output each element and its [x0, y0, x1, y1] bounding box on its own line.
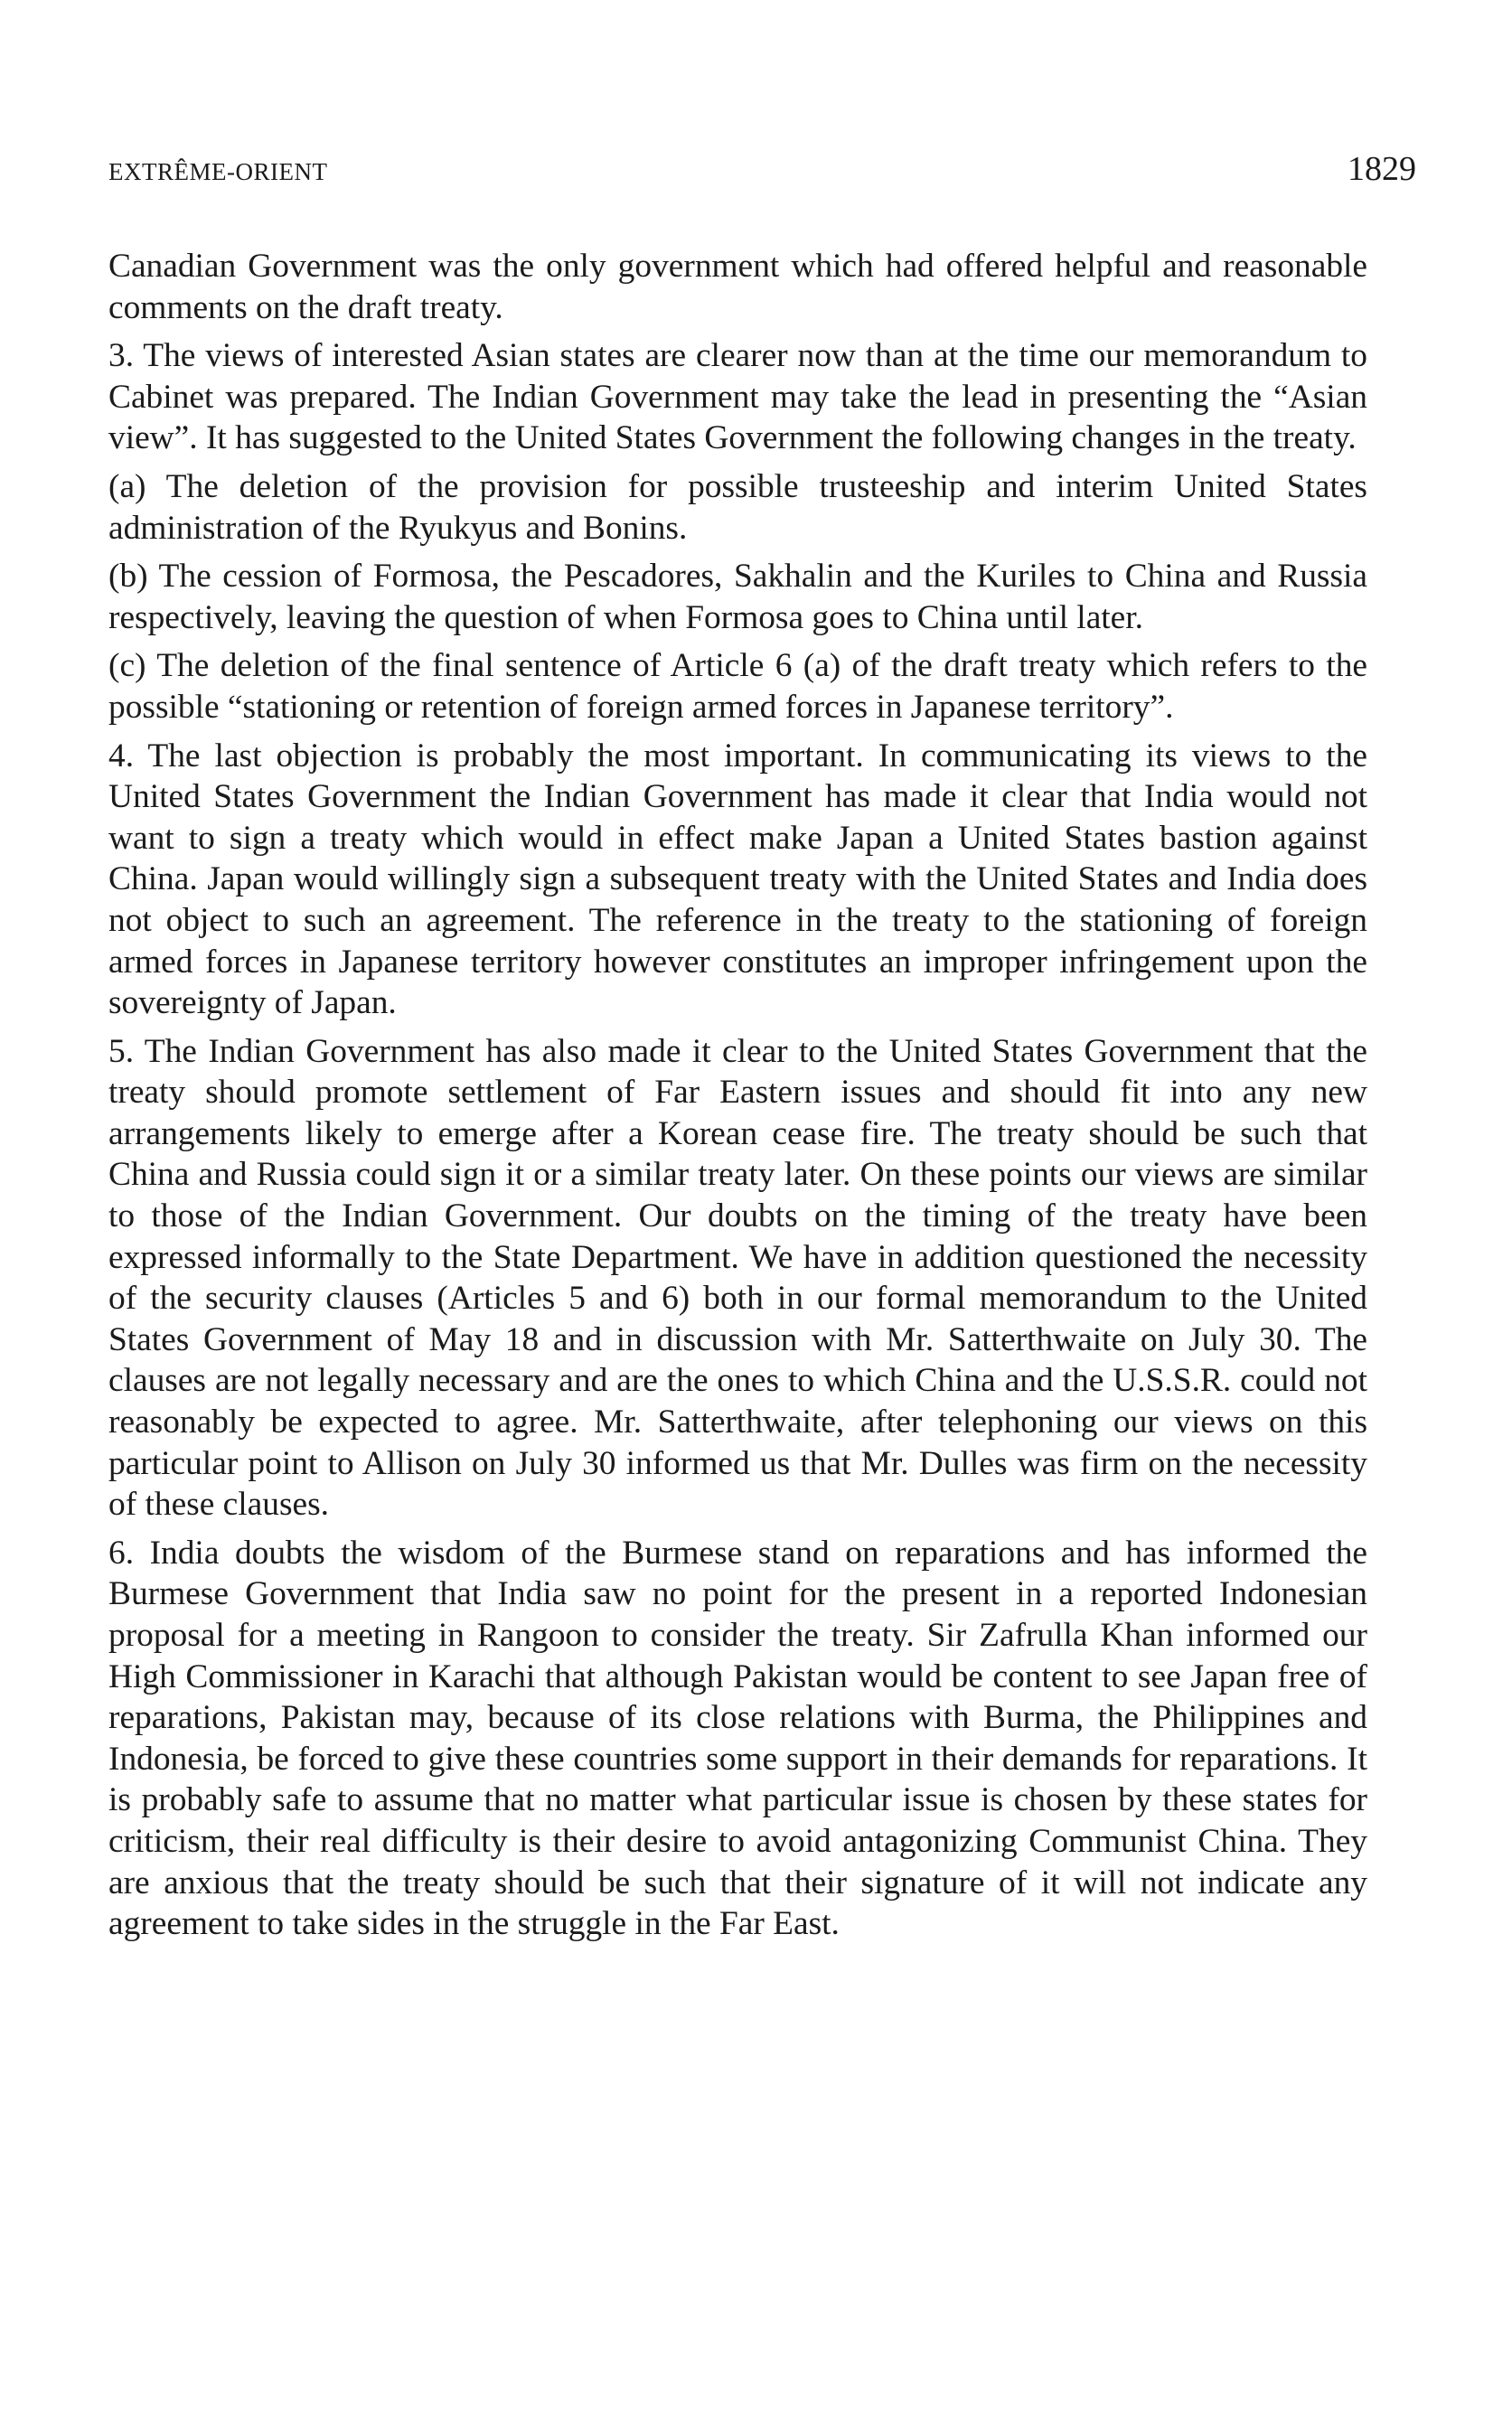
paragraph-3: 3. The views of interested Asian states are clearer now than at the time our memorandum to Cabinet was prepared. The Indian Government may take the lead in presenting the “Asian view”. It has suggested to the United States Government the following changes in the treaty. — [108, 337, 1367, 457]
paragraph-4: 4. The last objection is probably the most important. In communicating its views to the United States Government the Indian Government has made it clear that India would not want to sign a treaty which would in effect make Japan a United States bastion against China. Japan would willingly sign a subsequent treaty with the United States and India does not object to such an agreement. The reference in the treaty to the stationing of foreign armed forces in Japanese territory however constitutes an improper infringement upon the sovereignty of Japan. — [108, 737, 1367, 1022]
paragraph-5: 5. The Indian Government has also made it clear to the United States Government that the treaty should promote settlement of Far Eastern issues and should fit into any new arrangements likely to emerge after a Korean cease fire. The treaty should be such that China and Russia could sign it or a similar treaty later. On these points our views are similar to those of the Indian Government. Our doubts on the timing of the treaty have been expressed informally to the State Department. We have in addition questioned the necessity of the security clauses (Articles 5 and 6) both in our formal memorandum to the United States Government of May 18 and in discussion with Mr. Satterthwaite on July 30. The clauses are not legally necessary and are the ones to which China and the U.S.S.R. could not reasonably be expected to agree. Mr. Satterthwaite, after telephoning our views on this particular point to Allison on July 30 informed us that Mr. Dulles was firm on the necessity of these clauses. — [108, 1032, 1367, 1524]
paragraph-3b: (b) The cession of Formosa, the Pescadores, Sakhalin and the Kuriles to China and Russia respectively, leaving the question of when Formosa goes to China until later. — [108, 558, 1367, 636]
section-title: EXTRÊME-ORIENT — [108, 158, 328, 185]
paragraph-3a: (a) The deletion of the provision for possible trusteeship and interim United States administration of the Ryukyus and Bonins. — [108, 467, 1367, 547]
paragraph-6: 6. India doubts the wisdom of the Burmese stand on reparations and has informed the Burmese Government that India saw no point for the present in a reported Indonesian proposal for a meeting in Rangoon to consider the treaty. Sir Zafrulla Khan informed our High Commissioner in Karachi that although Pakistan would be content to see Japan free of reparations, Pakistan may, because of its close relations with Burma, the Philippines and Indonesia, be forced to give these countries some support in their demands for reparations. It is probably safe to assume that no matter what particular issue is chosen by these states for criticism, their real difficulty is their desire to avoid antagonizing Communist China. They are anxious that the treaty should be such that their signature of it will not indicate any agreement to take sides in the struggle in the Far East. — [108, 1534, 1367, 1943]
page-number: 1829 — [1348, 150, 1416, 188]
paragraph-continuation: Canadian Government was the only government which had offered helpful and reasonable comments on the draft treaty. — [108, 248, 1367, 326]
running-header — [108, 149, 1416, 194]
body-text — [108, 246, 1367, 1952]
paragraph-3c: (c) The deletion of the final sentence of Article 6 (a) of the draft treaty which refers to the possible “stationing or retention of foreign armed forces in Japanese territory”. — [108, 647, 1367, 726]
